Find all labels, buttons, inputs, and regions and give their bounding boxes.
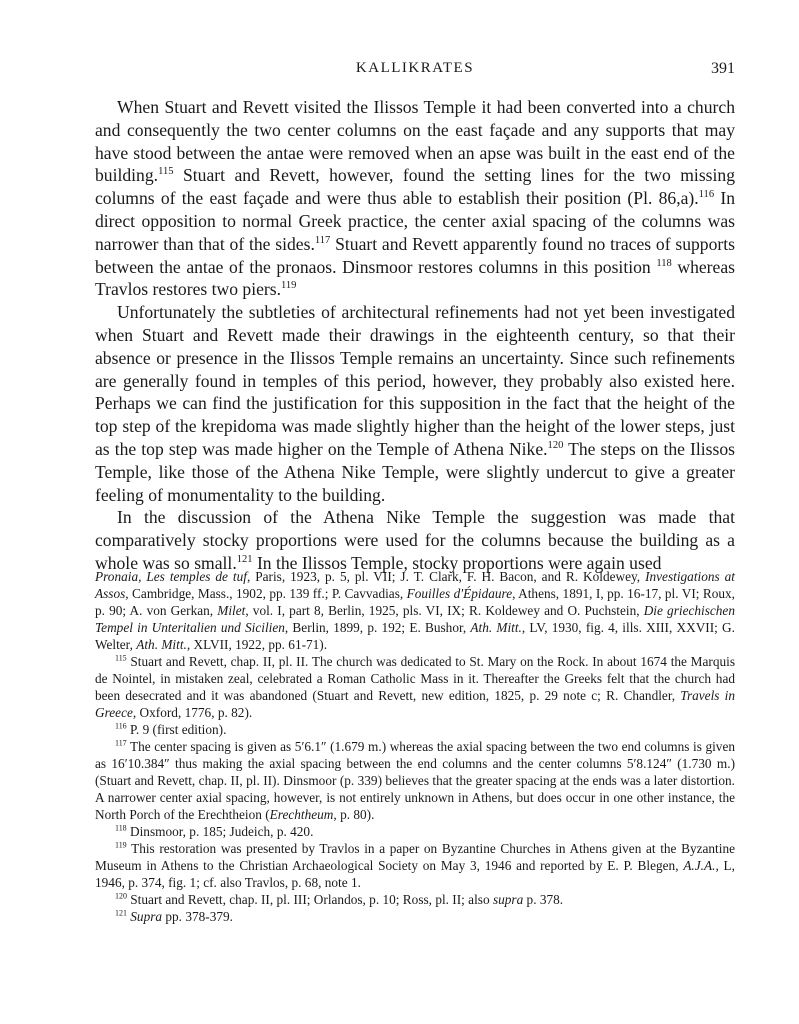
text-run: Stuart and Revett, chap. II, pl. III; Orlandos, p. 10; Ross, pl. II; also	[126, 892, 493, 907]
footnote-ref: 119	[115, 840, 127, 850]
footnote-ref: 118	[115, 823, 127, 833]
text-run: In the discussion of the Athena Nike Temple the suggestion was made that comparatively stocky proportions were used for the columns because the building as a whole was so small.	[95, 507, 735, 573]
italic-text: Ath. Mitt.	[470, 620, 522, 635]
body-paragraph	[95, 96, 735, 301]
text-run: In direct opposition to normal Greek practice, the center axial spacing of the columns was narrower than that of the sides.	[95, 188, 735, 254]
text-run: P. 9 (first edition).	[126, 722, 227, 737]
body-paragraph	[95, 506, 735, 574]
text-run: p. 378.	[523, 892, 564, 907]
footnote-ref: 117	[314, 234, 331, 246]
text-run: , LV, 1930, fig. 4, ills. XIII, XXVII; G. Welter,	[95, 620, 735, 652]
italic-text: supra	[492, 892, 524, 907]
footnote-ref: 119	[281, 280, 297, 292]
footnote-ref: 115	[115, 653, 127, 663]
footnote-ref: 118	[656, 257, 672, 269]
text-run: When Stuart and Revett visited the Ilissos Temple it had been converted into a church and consequently the two center columns on the east façade and any supports that may have stood between the antae were removed when an apse was built in the east end of the building.	[95, 97, 735, 186]
footnote	[95, 721, 735, 738]
footnote-ref: 120	[547, 440, 564, 452]
italic-text: Investigations at Assos	[95, 569, 735, 601]
text-run: , Athens, 1891, I, pp. 16-17, pl. VI; Roux, p. 90; A. von Gerkan,	[95, 586, 736, 618]
footnote	[95, 891, 735, 908]
footnote	[95, 840, 735, 891]
italic-text: Supra	[130, 909, 163, 924]
text-run: , Berlin, 1899, p. 192; E. Bushor,	[284, 620, 471, 635]
text-run: , p. 80).	[333, 807, 375, 822]
footnote-continued	[95, 568, 735, 653]
text-run: pp. 378-379.	[162, 909, 233, 924]
text-run: Unfortunately the subtleties of architectural refinements had not yet been investigated when Stuart and Revett made their drawings in the eighteenth century, so that their absence or presence in the Ilissos Temple remains an uncertainty. Since such refinements are generally found in temples of this period, however, they probably also existed here. Perhaps we can find the justification for this supposition in the fact that the height of the top step of the krepidoma was made slightly higher than the height of the lower steps, just as the top step was made higher on the Temple of Athena Nike.	[95, 302, 735, 459]
italic-text: Milet	[217, 603, 246, 618]
italic-text: Die griechischen Tempel in Unteritalien und Sicilien	[95, 603, 735, 635]
text-run: , L, 1946, p. 374, fig. 1; cf. also Travlos, p. 68, note 1.	[95, 858, 735, 890]
footnotes	[95, 568, 735, 925]
text-run: In the Ilissos Temple, stocky proportions were again used	[252, 552, 662, 573]
italic-text: Travels in Greece	[95, 688, 736, 720]
text-run: , Paris, 1923, p. 5, pl. VII; J. T. Clark, F. H. Bacon, and R. Koldewey,	[246, 569, 646, 584]
footnote	[95, 823, 735, 840]
footnote-ref: 120	[115, 891, 127, 901]
text-run: The center spacing is given as 5′6.1″ (1.679 m.) whereas the axial spacing between the two end columns is given as 16′10.384″ thus making the axial spacing between the end columns and the center columns 5′8.124″ (1.730 m.) (Stuart and Revett, chap. II, pl. II). Dinsmoor (p. 339) believes that the greater spacing at the ends was a later distortion. A narrower center axial spacing, however, is not entirely unknown in Athens, but does occur in one other instance, the North Porch of the Erechtheion (	[95, 739, 735, 822]
italic-text: Fouilles d'Épidaure	[406, 586, 513, 601]
footnote	[95, 653, 735, 721]
text-run: Stuart and Revett apparently found no traces of supports between the antae of the pronaos. Dinsmoor restores columns in this position	[95, 233, 735, 277]
italic-text: Ath. Mitt.	[136, 637, 187, 652]
italic-text: Erechtheum	[269, 807, 334, 822]
footnote-ref: 116	[115, 721, 127, 731]
footnote-ref: 115	[158, 166, 174, 178]
footnote	[95, 738, 735, 823]
footnote	[95, 908, 735, 925]
italic-text: A.J.A.	[683, 858, 716, 873]
text-run: Dinsmoor, p. 185; Judeich, p. 420.	[126, 824, 314, 839]
footnote-ref: 121	[115, 908, 127, 918]
text-run: Stuart and Revett, however, found the setting lines for the two missing columns of the east façade and were thus able to establish their position (Pl. 86,a).	[95, 165, 735, 209]
footnote-ref: 117	[115, 738, 127, 748]
text-run: , Oxford, 1776, p. 82).	[132, 705, 253, 720]
page-number: 391	[711, 60, 735, 77]
text-run: , vol. I, part 8, Berlin, 1925, pls. VI, IX; R. Koldewey and O. Puchstein,	[245, 603, 644, 618]
running-head: KALLIKRATES	[355, 60, 475, 76]
text-run: , XLVII, 1922, pp. 61-71).	[186, 637, 328, 652]
footnote-ref: 121	[236, 554, 253, 566]
body-paragraph	[95, 301, 735, 506]
main-text	[95, 96, 735, 575]
text-run: This restoration was presented by Travlos in a paper on Byzantine Churches in Athens given at the Byzantine Museum in Athens to the Christian Archaeological Society on May 3, 1946 and reported by E. P. Blegen,	[95, 841, 735, 873]
text-run: whereas Travlos restores two piers.	[95, 256, 735, 300]
text-run: , Cambridge, Mass., 1902, pp. 139 ff.; P. Cavvadias,	[125, 586, 407, 601]
text-run: The steps on the Ilissos Temple, like those of the Athena Nike Temple, were slightly undercut to give a greater feeling of monumentality to the building.	[95, 438, 735, 505]
text-run: Stuart and Revett, chap. II, pl. II. The church was dedicated to St. Mary on the Rock. In about 1674 the Marquis de Nointel, in mistaken zeal, celebrated a Roman Catholic Mass in it. Thereafter the Greeks felt that the church had been desecrated and it was abandoned (Stuart and Revett, new edition, 1825, p. 29 note c; R. Chandler,	[95, 654, 735, 703]
footnote-ref: 116	[698, 189, 715, 201]
page-header	[95, 60, 735, 84]
italic-text: Pronaia, Les temples de tuf	[95, 569, 247, 584]
